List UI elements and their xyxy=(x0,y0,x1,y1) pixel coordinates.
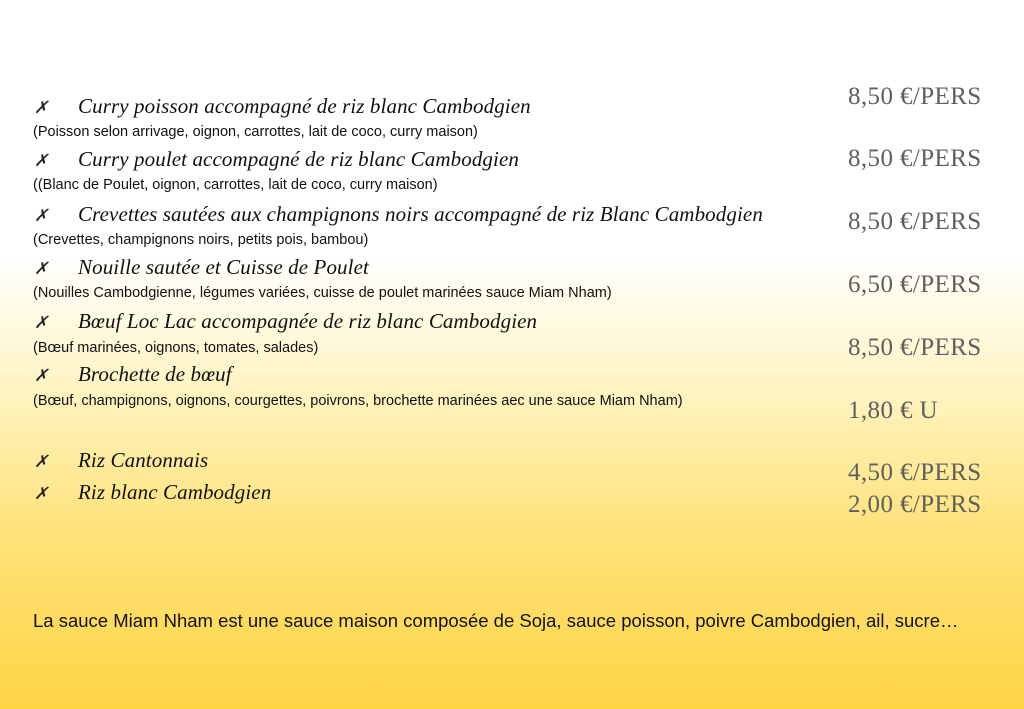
dish-name-nouille: Nouille sautée et Cuisse de Poulet xyxy=(78,255,369,279)
bullet-icon: ✗ xyxy=(34,98,49,118)
dish-price-curry-poulet: 8,50 €/PERS xyxy=(848,145,982,172)
dish-price-riz-blanc: 2,00 €/PERS xyxy=(848,491,982,518)
dish-name-curry-poulet: Curry poulet accompagné de riz blanc Cambodgien xyxy=(78,147,519,171)
dish-price-riz-cantonnais: 4,50 €/PERS xyxy=(848,459,982,486)
dish-desc-curry-poulet: ((Blanc de Poulet, oignon, carrottes, lait de coco, curry maison) xyxy=(33,177,438,193)
dish-name-crevettes: Crevettes sautées aux champignons noirs accompagné de riz Blanc Cambodgien xyxy=(78,202,763,226)
dish-price-brochette: 1,80 € U xyxy=(848,397,939,424)
dish-price-nouille: 6,50 €/PERS xyxy=(848,271,982,298)
dish-name-brochette: Brochette de bœuf xyxy=(78,362,232,386)
bullet-icon: ✗ xyxy=(34,206,49,226)
bullet-icon: ✗ xyxy=(34,366,49,386)
dish-price-boeuf-loc-lac: 8,50 €/PERS xyxy=(848,334,982,361)
dish-desc-curry-poisson: (Poisson selon arrivage, oignon, carrottes, lait de coco, curry maison) xyxy=(33,124,478,140)
dish-desc-brochette: (Bœuf, champignons, oignons, courgettes, poivrons, brochette marinées aec une sauce Miam Nham) xyxy=(33,393,683,409)
dish-desc-crevettes: (Crevettes, champignons noirs, petits pois, bambou) xyxy=(33,232,369,248)
dish-price-curry-poisson: 8,50 €/PERS xyxy=(848,83,982,110)
dish-name-riz-cantonnais: Riz Cantonnais xyxy=(78,448,209,472)
dish-name-curry-poisson: Curry poisson accompagné de riz blanc Cambodgien xyxy=(78,94,531,118)
bullet-icon: ✗ xyxy=(34,484,49,504)
dish-price-crevettes: 8,50 €/PERS xyxy=(848,208,982,235)
dish-desc-boeuf-loc-lac: (Bœuf marinées, oignons, tomates, salades) xyxy=(33,340,319,356)
sauce-note: La sauce Miam Nham est une sauce maison composée de Soja, sauce poisson, poivre Cambodgien, ail, sucre… xyxy=(33,610,959,631)
bullet-icon: ✗ xyxy=(34,313,49,333)
bullet-icon: ✗ xyxy=(34,452,49,472)
dish-name-boeuf-loc-lac: Bœuf Loc Lac accompagnée de riz blanc Cambodgien xyxy=(78,309,538,333)
dish-desc-nouille: (Nouilles Cambodgienne, légumes variées, cuisse de poulet marinées sauce Miam Nham) xyxy=(33,285,612,301)
bullet-icon: ✗ xyxy=(34,151,49,171)
bullet-icon: ✗ xyxy=(34,259,49,279)
dish-name-riz-blanc: Riz blanc Cambodgien xyxy=(78,480,272,504)
